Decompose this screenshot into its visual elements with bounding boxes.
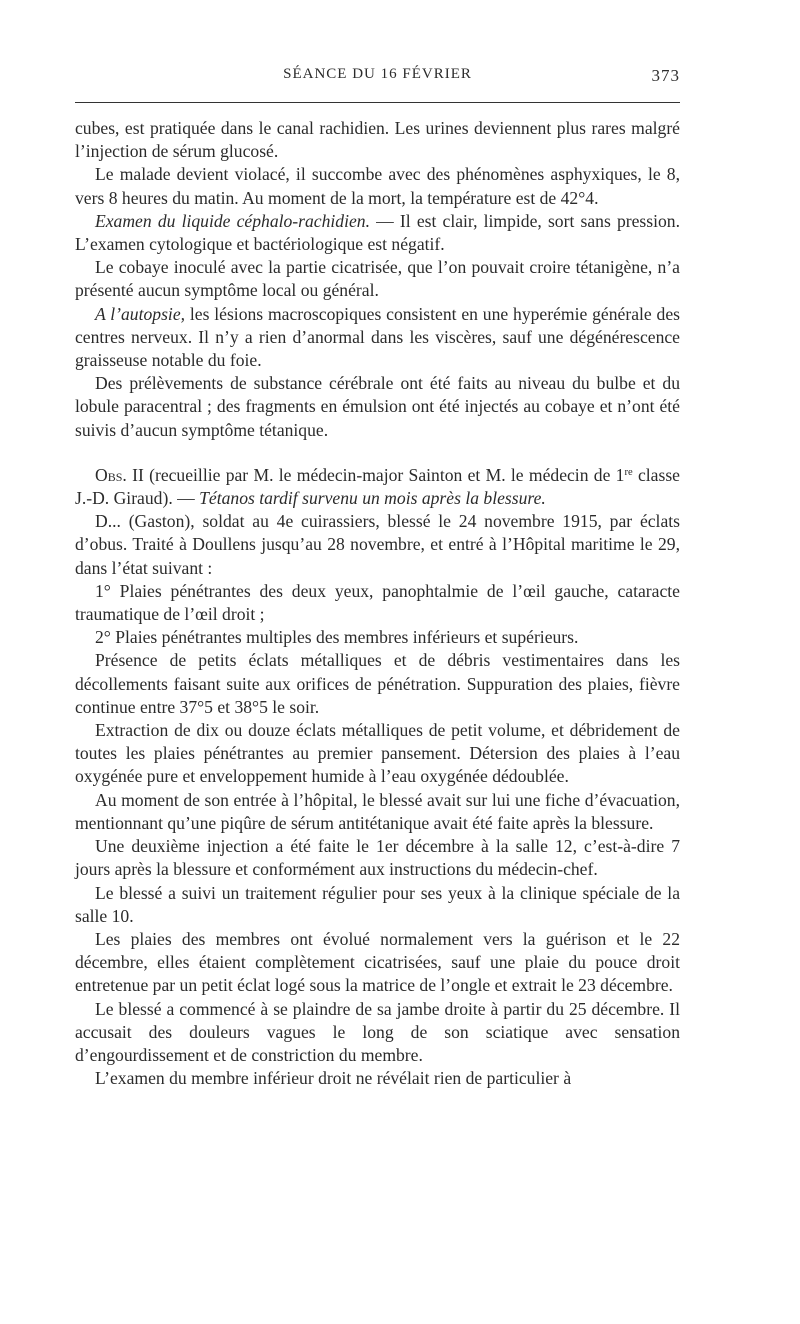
paragraph: Le malade devient violacé, il succombe avec des phénomènes asphyxiques, le 8, vers 8 heures du matin. Au moment de la mort, la température est de 42°4. (75, 164, 680, 208)
page-number: 373 (651, 66, 680, 85)
body-text (75, 117, 680, 1090)
paragraph: cubes, est pratiquée dans le canal rachidien. Les urines deviennent plus rares malgré l’injection de sérum glucosé. (75, 118, 680, 162)
header-title: SÉANCE DU 16 FÉVRIER (283, 66, 472, 82)
obs-label: Obs. (95, 464, 127, 485)
paragraph: 1° Plaies pénétrantes des deux yeux, panophtalmie de l’œil gauche, cataracte traumatique de l’œil droit ; (75, 580, 680, 625)
paragraph: Des prélèvements de substance cérébrale ont été faits au niveau du bulbe et du lobule paracentral ; des fragments en émulsion ont été injectés au cobaye et n’ont été suivis d’aucun symptôme tétanique. (75, 373, 680, 440)
paragraph: Les plaies des membres ont évolué normalement vers la guérison et le 22 décembre, elles étaient complètement cicatrisées, sauf une plaie du pouce droit entretenue par un petit éclat logé sous la matrice de l’ongle et extrait le 23 décembre. (75, 928, 680, 996)
paragraph: Une deuxième injection a été faite le 1er décembre à la salle 12, c’est-à-dire 7 jours après la blessure et conformément aux instructions du médecin-chef. (75, 836, 680, 880)
header-rule (75, 102, 680, 103)
paragraph: L’examen du membre inférieur droit ne révélait rien de particulier à (95, 1068, 572, 1089)
paragraph: D... (Gaston), soldat au 4e cuirassiers, blessé le 24 novembre 1915, par éclats d’obus. Traité à Doullens jusqu’au 28 novembre, et entré à l’Hôpital maritime le 29, dans l’état suivant : (75, 511, 680, 578)
paragraph: Examen du liquide céphalo-rachidien. — Il est clair, limpide, sort sans pression. L’examen cytologique et bactériologique est négatif. (75, 210, 681, 255)
running-header (75, 62, 680, 90)
paragraph: 2° Plaies pénétrantes multiples des membres inférieurs et supérieurs. (95, 627, 579, 648)
paragraph: Le blessé a commencé à se plaindre de sa jambe droite à partir du 25 décembre. Il accusait des douleurs vagues le long de son sciatique avec sensation d’engourdissement et de constriction du membre. (75, 998, 680, 1065)
obs-title: Tétanos tardif survenu un mois après la blessure. (199, 488, 546, 509)
paragraph: Présence de petits éclats métalliques et de débris vestimentaires dans les décollements faisant suite aux orifices de pénétration. Suppuration des plaies, fièvre continue entre 37°5 et 38°5 le soir. (75, 650, 680, 717)
paragraph: Au moment de son entrée à l’hôpital, le blessé avait sur lui une fiche d’évacuation, mentionnant qu’une piqûre de sérum antitétanique avait été faite après la blessure. (75, 789, 680, 833)
paragraph: Extraction de dix ou douze éclats métalliques de petit volume, et débridement de toutes les plaies pénétrantes au premier pansement. Détersion des plaies à l’eau oxygénée pure et enveloppement humide à l’eau oxygénée dédoublée. (75, 720, 680, 787)
paragraph: Le blessé a suivi un traitement régulier pour ses yeux à la clinique spéciale de la salle 10. (75, 882, 680, 926)
observation-heading: Obs. II (recueillie par M. le médecin-major Sainton et M. le médecin de 1re classe J.-D. Giraud). — Tétanos tardif survenu un mois après la blessure. (75, 464, 680, 509)
paragraph: A l’autopsie, les lésions macroscopiques consistent en une hyperémie générale des centres nerveux. Il n’y a rien d’anormal dans les viscères, sauf une dégénérescence graisseuse notable du foie. (75, 303, 680, 371)
paragraph: Le cobaye inoculé avec la partie cicatrisée, que l’on pouvait croire tétanigène, n’a présenté aucun symptôme local ou général. (75, 257, 680, 301)
